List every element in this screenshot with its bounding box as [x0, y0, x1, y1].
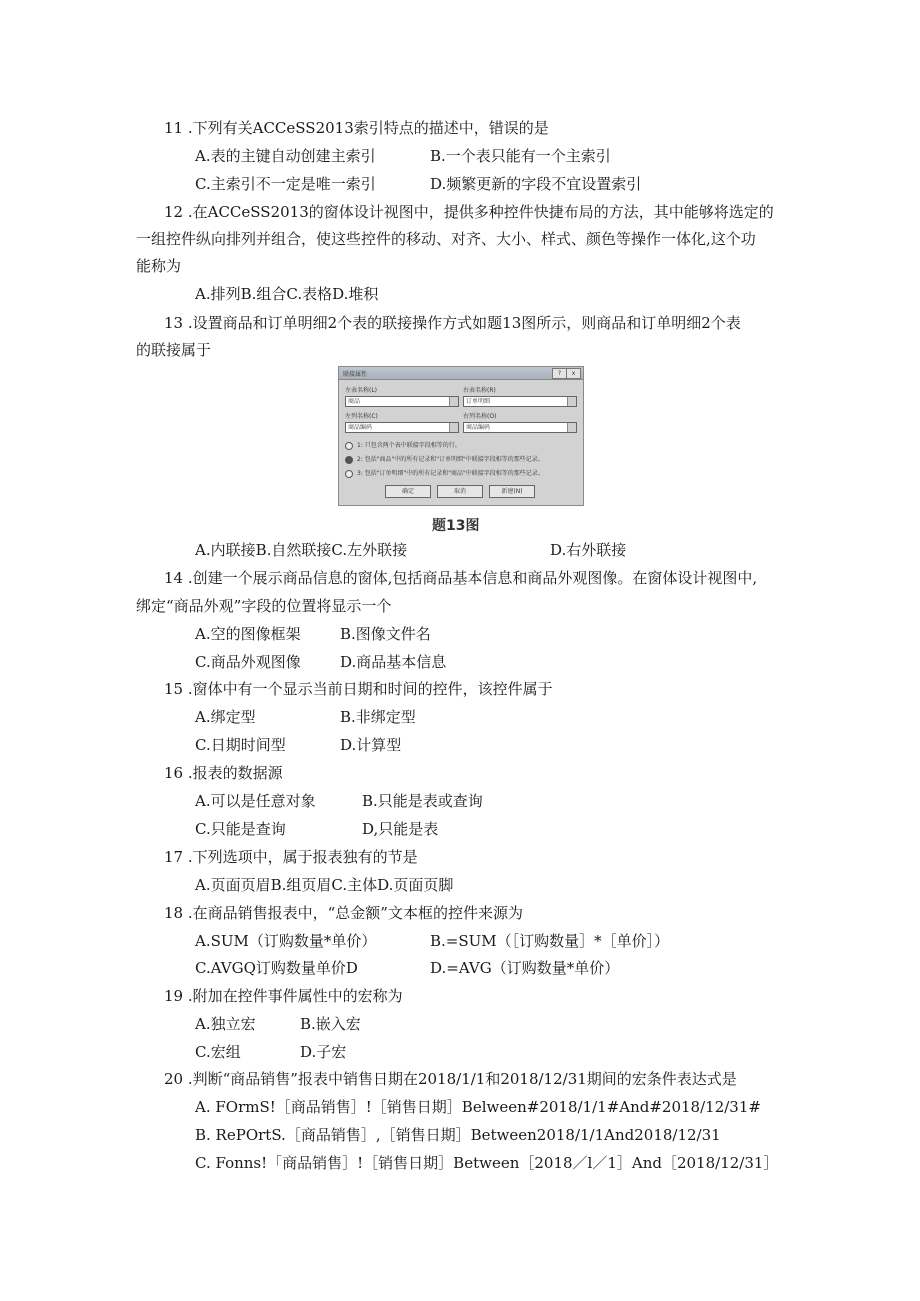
q12-stem-line3: 能称为 [136, 257, 182, 275]
left-table-select[interactable] [345, 396, 459, 407]
radio-button-selected[interactable] [345, 456, 353, 464]
q14-option-b: B.图像文件名 [340, 625, 431, 643]
q15-stem: 15 .窗体中有一个显示当前日期和时间的控件，该控件属于 [164, 680, 553, 698]
q12-stem-line1: 12 .在ACCeSS2013的窗体设计视图中，提供多种控件快捷布局的方法，其中能够将选定的 [164, 203, 774, 221]
q18-stem: 18 .在商品销售报表中，“总金额”文本框的控件来源为 [164, 904, 523, 922]
radio-button[interactable] [345, 470, 353, 478]
q18-option-d: D.=AVG（订购数量*单价） [430, 959, 620, 977]
q20-option-c: C. Fonns!「商品销售］!［销售日期］Between［2018／l／1］And［2018/12/31］ [195, 1154, 779, 1172]
left-table-value: 商品 [348, 398, 361, 405]
q19-option-d: D.子宏 [300, 1043, 347, 1061]
q13-options-abc: A.内联接B.自然联接C.左外联接 [195, 541, 408, 559]
help-icon[interactable]: ? [552, 368, 567, 379]
q14-stem-line2: 绑定“商品外观”字段的位置将显示一个 [136, 597, 392, 615]
q11-option-a: A.表的主键自动创建主索引 [195, 147, 376, 165]
join-option-1-label: 1: 只包含两个表中联接字段相等的行。 [357, 442, 461, 449]
left-column-label: 左列名称(C) [345, 413, 378, 420]
q16-option-c: C.只能是查询 [195, 820, 286, 838]
q11-option-c: C.主索引不一定是唯一索引 [195, 175, 376, 193]
join-option-2-label: 2: 包括"商品"中的所有记录和"订单明细"中联接字段相等的那些记录。 [357, 456, 544, 463]
q11-option-b: B.一个表只能有一个主索引 [430, 147, 611, 165]
dialog-titlebar [339, 367, 583, 380]
q15-option-c: C.日期时间型 [195, 736, 286, 754]
q13-stem-line2: 的联接属于 [136, 341, 212, 359]
left-column-select[interactable] [345, 422, 459, 433]
q12-stem-line2: 一组控件纵向排列并组合，使这些控件的移动、对齐、大小、样式、颜色等操作一体化,这个功 [136, 230, 756, 248]
new-button[interactable]: 新建(N) [489, 485, 535, 498]
q14-stem-line1: 14 .创建一个展示商品信息的窗体,包括商品基本信息和商品外观图像。在窗体设计视图中, [164, 569, 758, 587]
q14-option-a: A.空的图像框架 [195, 625, 301, 643]
q19-option-c: C.宏组 [195, 1043, 241, 1061]
q17-options: A.页面页眉B.组页眉C.主体D.页面页脚 [195, 876, 454, 894]
q15-option-b: B.非绑定型 [340, 708, 416, 726]
q16-option-d: D,只能是表 [362, 820, 439, 838]
ok-button[interactable]: 确定 [385, 485, 431, 498]
join-option-3-label: 3: 包括"订单明细"中的所有记录和"商品"中联接字段相等的那些记录。 [357, 470, 544, 477]
q18-option-b: B.=SUM（［订购数量］*［单价］） [430, 932, 670, 950]
chevron-down-icon [567, 423, 576, 432]
join-option-1[interactable] [345, 441, 575, 450]
radio-button[interactable] [345, 442, 353, 450]
chevron-down-icon [567, 397, 576, 406]
q16-option-a: A.可以是任意对象 [195, 792, 316, 810]
figure-caption: 题13图 [432, 518, 480, 534]
q14-option-c: C.商品外观图像 [195, 653, 301, 671]
q18-option-c: C.AVGQ订购数量单价D [195, 959, 358, 977]
right-column-select[interactable] [463, 422, 577, 433]
right-table-value: 订单明细 [466, 398, 491, 405]
q20-option-a: A. FOrmS!［商品销售］!［销售日期］Belween#2018/1/1#And#2018/12/31# [195, 1098, 761, 1116]
q20-stem: 20 .判断“商品销售”报表中销售日期在2018/1/1和2018/12/31期间的宏条件表达式是 [164, 1070, 737, 1088]
chevron-down-icon [449, 423, 458, 432]
q11-stem: 11 .下列有关ACCeSS2013索引特点的描述中，错误的是 [164, 119, 549, 137]
left-column-value: 商品编码 [348, 424, 373, 431]
join-option-3[interactable] [345, 469, 575, 478]
right-column-value: 商品编码 [466, 424, 491, 431]
q11-option-d: D.频繁更新的字段不宜设置索引 [430, 175, 642, 193]
q19-stem: 19 .附加在控件事件属性中的宏称为 [164, 987, 403, 1005]
right-column-label: 右列名称(O) [463, 413, 497, 420]
q12-options: A.排列B.组合C.表格D.堆积 [195, 285, 379, 303]
dialog-title: 联接属性 [343, 371, 368, 378]
chevron-down-icon [449, 397, 458, 406]
q16-stem: 16 .报表的数据源 [164, 764, 283, 782]
right-table-select[interactable] [463, 396, 577, 407]
q16-option-b: B.只能是表或查询 [362, 792, 483, 810]
q20-option-b: B. RePOrtS.［商品销售］,［销售日期］Between2018/1/1And2018/12/31 [195, 1126, 721, 1144]
q13-stem-line1: 13 .设置商品和订单明细2个表的联接操作方式如题13图所示，则商品和订单明细2个表 [164, 314, 741, 332]
q19-option-b: B.嵌入宏 [300, 1015, 361, 1033]
q15-option-a: A.绑定型 [195, 708, 256, 726]
q17-stem: 17 .下列选项中，属于报表独有的节是 [164, 848, 418, 866]
join-properties-dialog [338, 366, 584, 506]
q15-option-d: D.计算型 [340, 736, 402, 754]
join-option-2[interactable] [345, 455, 575, 464]
left-table-label: 左表名称(L) [345, 387, 378, 394]
q13-option-d: D.右外联接 [550, 541, 627, 559]
q18-option-a: A.SUM（订购数量*单价） [195, 932, 377, 950]
close-icon[interactable]: x [566, 368, 581, 379]
q14-option-d: D.商品基本信息 [340, 653, 447, 671]
right-table-label: 右表名称(R) [463, 387, 496, 394]
q19-option-a: A.独立宏 [195, 1015, 256, 1033]
cancel-button[interactable]: 取消 [437, 485, 483, 498]
